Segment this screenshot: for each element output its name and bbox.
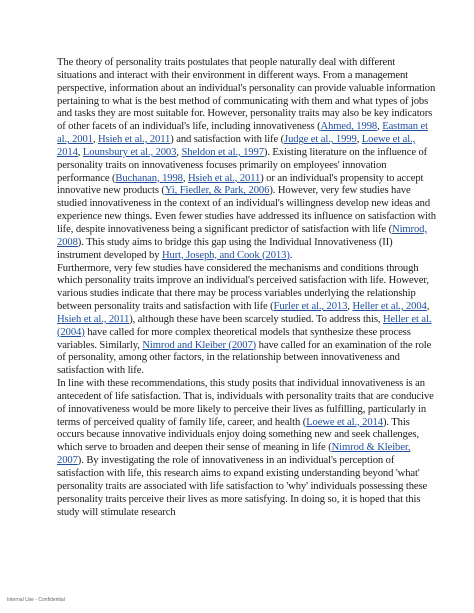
citation-link[interactable]: Yi, Fiedler, & Park, 2006 <box>164 185 270 197</box>
paragraph-text: ). Existing literature on the influence of personality traits on innovativeness focuses primarily on employees' innovation performance ( <box>57 146 428 184</box>
citation-link[interactable]: Nimrod & Kleiber, 2007 <box>57 442 411 467</box>
paragraph-text: ), although these have been scarcely studied. To address this, <box>129 313 383 325</box>
paragraph-text: Furthermore, very few studies have considered the mechanisms and conditions through which personality traits improve an individual's perceived satisfaction with life. However, various studies indicate that there may be process variables underlying the relationship between personality traits and satisfaction with life ( <box>57 262 429 313</box>
paragraph-text: . <box>289 249 293 261</box>
citation-link[interactable]: Hsieh et al., 2011 <box>57 313 130 325</box>
citation-link[interactable]: Hsieh et al., 2011 <box>187 172 261 184</box>
paragraph-text: , <box>356 134 362 146</box>
citation-link[interactable]: Judge et al., 1999 <box>284 134 357 146</box>
paragraph-text: have called for an examination of the role of personality, among other factors, in the relationship between innovativeness and satisfaction with life. <box>57 339 432 377</box>
paragraph-text: , <box>77 146 83 158</box>
citation-link[interactable]: Furler et al., 2013 <box>273 301 348 313</box>
citation-link[interactable]: Nimrod and Kleiber (2007) <box>142 339 257 351</box>
citation-link[interactable]: Buchanan, 1998 <box>115 172 183 184</box>
paragraph-text: The theory of personality traits postulates that people naturally deal with different situations and interact with their environment in different ways. From a management perspective, information about an individual's personality can provide valuable information pertaining to what is the best method of communicating with them and what types of jobs and tasks they are most suitable for. However, personality traits may also be key indicators of other facets of an individual's life, including innovativeness ( <box>57 57 436 133</box>
paragraph-text: , <box>182 172 188 184</box>
paragraph <box>57 57 437 263</box>
paragraph-text: ). However, very few studies have studied innovativeness in the context of an individual's willingness develop new ideas and experience new things. Even fewer studies have addressed its influence on satisfaction with life, despite innovativeness being a significant predictor of satisfaction with life ( <box>57 185 436 235</box>
citation-link[interactable]: Loewe et al., 2014 <box>57 134 416 158</box>
citation-link[interactable]: Hsieh et al., 2011 <box>98 134 171 146</box>
citation-link[interactable]: Loewe et al., 2014 <box>306 416 383 428</box>
citation-link[interactable]: Eastman et al., 2001 <box>57 121 428 146</box>
paragraph-text: , <box>347 301 353 313</box>
paragraph-text: ) or an individual's propensity to accept innovative new products ( <box>57 172 424 197</box>
citation-link[interactable]: Lounsbury et al., 2003 <box>82 146 177 158</box>
body-text <box>57 57 437 519</box>
citation-link[interactable]: Nimrod, 2008 <box>57 223 427 248</box>
paragraph-text: , <box>92 134 98 146</box>
paragraph-text: In line with these recommendations, this study posits that individual innovativeness is an antecedent of life satisfaction. That is, individuals with personality traits that are conducive of innovativeness would be more likely to perceive their lives as fulfilling, particularly in terms of perceived quality of family life, career, and health ( <box>57 378 434 428</box>
citation-link[interactable]: Ahmed, 1998 <box>320 121 378 133</box>
paragraph-text: ). This study aims to bridge this gap using the Individual Innovativeness (II) instrument developed by <box>57 236 393 261</box>
paragraph-text: ). This occurs because innovative individuals enjoy doing something new and seek challenges, which serve to broaden and deepen their sense of meaning in life ( <box>57 416 419 454</box>
paragraph-text: ) and satisfaction with life ( <box>170 134 285 146</box>
confidentiality-footer: Internal Use - Confidential <box>7 597 65 603</box>
paragraph <box>57 263 437 379</box>
citation-link[interactable]: Sheldon et al., 1997 <box>181 146 264 158</box>
paragraph-text: , <box>426 301 430 313</box>
paragraph-text: have called for more complex theoretical models that synthesize these process variables. Similarly, <box>57 326 411 351</box>
citation-link[interactable]: Heller et al., 2004 <box>352 301 427 313</box>
paragraph <box>57 378 437 519</box>
paragraph-text: , <box>176 146 182 158</box>
citation-link[interactable]: Heller et al. (2004) <box>57 313 432 338</box>
paragraph-text: , <box>377 121 383 133</box>
citation-link[interactable]: Hurt, Joseph, and Cook (2013) <box>162 249 290 261</box>
paragraph-text: ). By investigating the role of innovativeness in an individual's perception of satisfaction with life, this research aims to expand existing understanding beyond 'what' personality traits are associated with life satisfaction to 'why' individuals possessing these personality traits perceive their lives as more satisfying. In doing so, it is hoped that this study will stimulate research <box>57 455 428 518</box>
